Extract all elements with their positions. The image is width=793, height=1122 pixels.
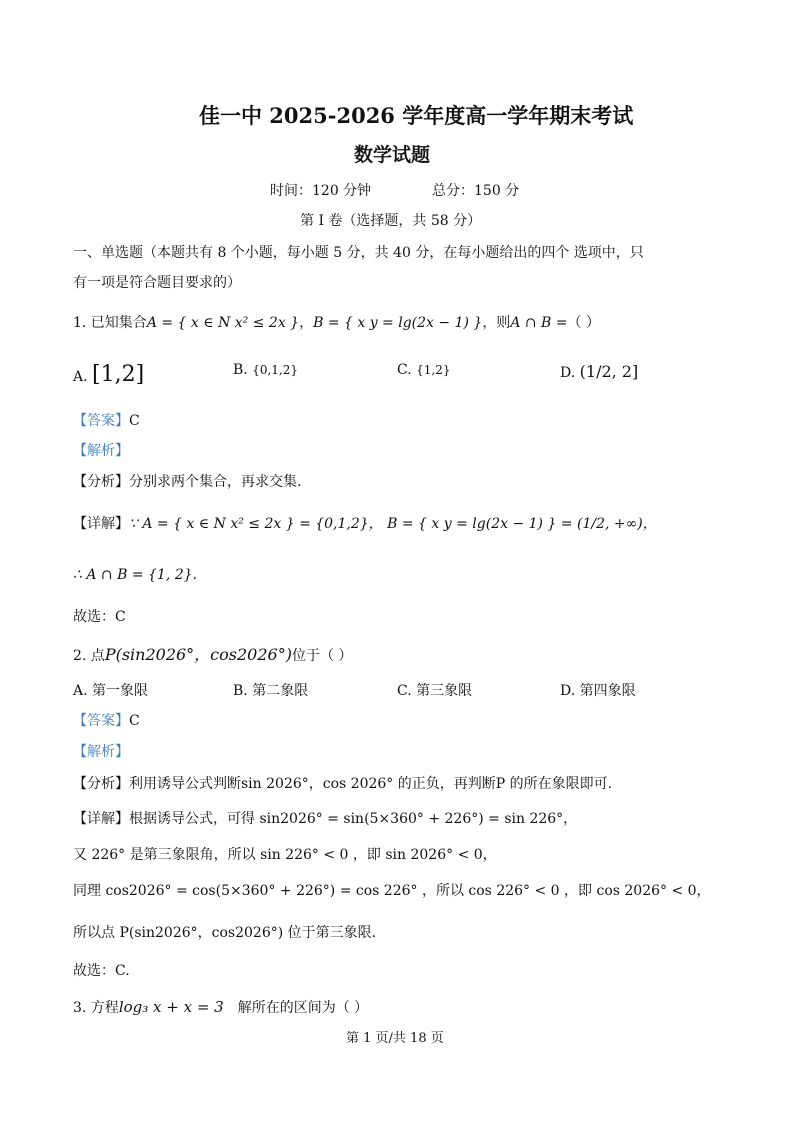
section-intro-line2: 有一项是符合题目要求的）: [73, 275, 241, 291]
fenxi-tag: 【分析】: [73, 474, 129, 490]
question-1-suffix: ，则: [482, 315, 511, 331]
q2-option-c-label: C.: [397, 683, 412, 699]
q2-option-d-value: 第四象限: [579, 683, 636, 699]
q2-detail-line4: 所以点 P(sin2026°，cos2026°) 位于第三象限.: [73, 925, 377, 941]
q2-detail-line2: 又 226° 是第三象限角，所以 sin 226° < 0 ，即 sin 2026° < 0，: [73, 847, 497, 863]
q2-option-a-value: 第一象限: [92, 683, 149, 699]
q2-answer: [73, 710, 140, 730]
option-a-label: A.: [73, 369, 88, 385]
question-1-paren: （ ）: [567, 315, 600, 331]
question-3-stem: [73, 997, 368, 1017]
q2-option-d: [560, 680, 636, 700]
option-b-value: {0,1,2}: [252, 363, 299, 377]
question-2-stem: [73, 642, 352, 665]
option-c-label: C.: [397, 362, 412, 378]
option-a-value: [1,2]: [92, 362, 145, 387]
q2-fenxi: [73, 773, 612, 793]
detail-line-1: ∵ A = { x ∈ N x² ≤ 2x } = {0,1,2}， B = { x y = lg(2x − 1) } = (1/2, +∞)，: [129, 516, 657, 532]
set-b-definition: B = { x y = lg(2x − 1) }: [313, 315, 483, 331]
option-d-value: (1/2, 2]: [579, 362, 639, 381]
exam-title: 佳一中 2025-2026 学年度高一学年期末考试: [199, 103, 634, 128]
option-d: [560, 362, 638, 381]
set-a-definition: A = { x ∈ N x² ≤ 2x }: [146, 315, 300, 331]
option-a: [73, 362, 144, 387]
q1-fenxi: [73, 471, 301, 491]
option-c: [397, 362, 450, 378]
question-2-prefix: 2. 点: [73, 648, 105, 664]
question-2-suffix: 位于（ ）: [291, 648, 353, 664]
q2-option-a: [73, 680, 148, 700]
page-number: 第 1 页/共 18 页: [346, 1031, 444, 1046]
detail-tag: 【详解】: [73, 811, 129, 827]
q1-answer: [73, 410, 140, 430]
intersection-expression: A ∩ B =: [510, 315, 568, 331]
answer-value: C: [129, 713, 140, 729]
question-3-suffix: 解所在的区间为（ ）: [237, 1000, 369, 1016]
option-c-value: {1,2}: [416, 363, 451, 377]
time-label: 时间：120 分钟: [270, 183, 372, 199]
q2-option-d-label: D.: [560, 683, 576, 699]
question-1-prefix: 1. 已知集合: [73, 315, 147, 331]
q2-option-a-label: A.: [73, 683, 88, 699]
option-d-label: D.: [560, 365, 576, 381]
q2-option-b: [233, 680, 308, 700]
q1-analysis-tag: 【解析】: [73, 443, 129, 459]
fenxi-text: 分别求两个集合，再求交集.: [129, 474, 302, 490]
question-1-stem: [73, 312, 600, 332]
q2-option-c: [397, 680, 472, 700]
detail-tag: 【详解】: [73, 516, 129, 532]
q2-conclusion: 故选：C.: [73, 963, 130, 979]
option-b-label: B.: [233, 362, 248, 378]
q1-detail-line2: ∴ A ∩ B = {1, 2}.: [73, 567, 197, 583]
question-3-prefix: 3. 方程: [73, 1000, 119, 1016]
q2-option-c-value: 第三象限: [416, 683, 473, 699]
q2-detail: [73, 808, 577, 828]
section-intro-line1: 一、单选题（本题共有 8 个小题，每小题 5 分，共 40 分，在每小题给出的四个 选项中，只: [73, 245, 644, 261]
exam-subtitle: 数学试题: [354, 144, 431, 166]
equation: log₃ x + x = 3: [118, 998, 224, 1016]
question-1-comma: ，: [299, 315, 314, 331]
q1-conclusion: 故选：C: [73, 609, 126, 625]
q2-detail-line3: 同理 cos2026° = cos(5×360° + 226°) = cos 226° ，所以 cos 226° < 0 ，即 cos 2026° < 0，: [73, 883, 711, 899]
score-label: 总分：150 分: [432, 183, 520, 199]
q2-option-b-label: B.: [233, 683, 248, 699]
q1-detail: [73, 513, 657, 533]
answer-tag: 【答案】: [73, 713, 129, 729]
detail-line-1: 根据诱导公式，可得 sin2026° = sin(5×360° + 226°) = sin 226°，: [129, 811, 578, 827]
q2-analysis-tag: 【解析】: [73, 744, 129, 760]
q2-option-b-value: 第二象限: [252, 683, 309, 699]
fenxi-tag: 【分析】: [73, 776, 129, 792]
volume-label: 第 I 卷（选择题，共 58 分）: [300, 213, 482, 229]
answer-value: C: [129, 413, 140, 429]
option-b: [233, 362, 298, 378]
answer-tag: 【答案】: [73, 413, 129, 429]
point-p: P(sin2026°，cos2026°): [104, 645, 292, 664]
fenxi-text: 利用诱导公式判断sin 2026°，cos 2026° 的正负，再判断P 的所在象限即可.: [129, 776, 613, 792]
